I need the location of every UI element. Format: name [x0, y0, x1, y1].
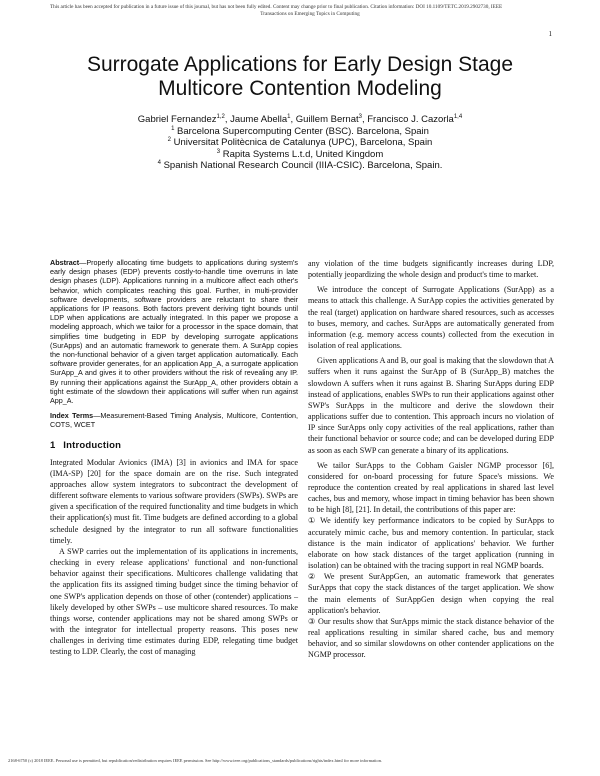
index-terms-text: —Measurement-Based Timing Analysis, Multicore, Contention, COTS, WCET	[50, 411, 299, 430]
journal-notice-line2: Transactions on Emerging Topics in Computing	[260, 10, 360, 17]
right-column	[308, 258, 554, 660]
section-heading	[50, 440, 298, 451]
affiliation-3: $^3$ Rapita Systems L.t.d, United Kingdom	[216, 148, 384, 160]
index-terms-label: Index Terms	[50, 411, 94, 421]
paragraph: A SWP carries out the implementation of its applications in increments, checking in every release applications' functional and non-functional behavior against their specifications. Multicores challenge validating that the application fits its assigned timing budget since the timing behavior of one SWP's application depends on those of other (contender) applications – likely developed by other SWPs – use multicore shared resources. To make things worse, contender applications may not be shared among SWPs or with the integrator for intellectual property reasons. This poses new challenges in deriving time estimates during EDP, relegating time budget testing to LDP. Clearly, the cost of managing	[50, 546, 298, 657]
affiliation-2: $^2$ Universitat Politècnica de Catalunya (UPC), Barcelona, Spain	[167, 137, 433, 149]
left-body	[50, 457, 298, 658]
paper-title-line2: Multicore Contention Modeling	[158, 77, 442, 100]
journal-notice-line1: This article has been accepted for publication in a future issue of this journal, but has not been fully edited. Content may change prior to final publication. Citation information: DOI 10.1109/TETC.2019.2902730, IEEE	[50, 4, 503, 10]
index-terms	[50, 411, 298, 429]
abstract	[50, 258, 298, 405]
paragraph: We introduce the concept of Surrogate Applications (SurApp) as a means to attack this challenge. A SurApp copies the activities generated by the real (target) application on hardware shared resources, such as accesses to buses, memory, and caches. SurApps are automatically generated from information (e.g. memory access counts) collected from the execution in isolation of real applications.	[308, 285, 554, 351]
paper-title	[0, 53, 600, 101]
affiliation-4: $^4$ Spanish National Research Council (IIIA-CSIC). Barcelona, Spain.	[157, 160, 443, 172]
contribution-1: ① We identify key performance indicators to be copied by SurApps to accurately mimic cache, bus and memory contention. In particular, stack distance is the main indicator of applications' behavior. We further elaborate on how stack distances of the target application (running in isolation) can be obtained with the tracing support in real NGMP boards.	[308, 516, 554, 571]
abstract-text: —Properly allocating time budgets to applications during system's early design phases (EDP) prevents costly-to-handle time overruns in late design phases (LDP). Applications running in a multicore affect each other's behavior, which complicates reaching this goal. Further, in multi-provider software developments, software providers are reluctant to share their applications for IP reasons. Both factors prevent deriving tight bounds until LDP when applications are actually integrated. In this paper we propose a modeling approach, which we tailor for a processor in the space domain, that simplifies time budgeting in EDP by developing surrogate applications (SurApps) and an automatic framework to generate them. A SurApp copies the non-functional behavior of a given target application automatically. Each software provider generates, for an application App_A, a surrogate application SurApp_A and gives it to other providers without the risk of revealing any IP. By running their applications against the SurApp_A, other providers obtain a tight estimate of the slowdown their applications will suffer when run against App_A.	[50, 258, 298, 406]
author-names: Gabriel Fernandez$^{1,2}$, Jaume Abella$^1$, Guillem Bernat$^3$, Francisco J. Cazorla$^{1,4}$	[137, 113, 463, 125]
page-number: 1	[548, 30, 552, 38]
left-column	[50, 258, 298, 657]
copyright-footer: 2168-6750 (c) 2018 IEEE. Personal use is permitted, but republication/redistribution requires IEEE permission. See http://www.ieee.org/publications_standards/publications/rights/index.html for more information.	[8, 758, 382, 763]
contribution-3: ③ Our results show that SurApps mimic the stack distance behavior of the real applications resulting in similar shared cache, bus and memory behavior, and so similar slowdowns on other contender applications on the NGMP processor.	[308, 616, 554, 660]
paragraph: We tailor SurApps to the Cobham Gaisler NGMP processor [6], considered for on-board processing for future Space's missions. We reproduce the contention created by real applications in shared last level caches, bus and memory, whose impact in timing behavior has been shown to be high [8], [21]. In detail, the contributions of this paper are:	[308, 460, 554, 515]
journal-notice	[50, 4, 570, 17]
section-number: 1	[50, 439, 56, 451]
affiliation-1: $^1$ Barcelona Supercomputing Center (BSC). Barcelona, Spain	[171, 125, 429, 137]
contribution-2: ② We present SurAppGen, an automatic framework that generates SurApps that copy the stack distances of the target application. We show the main elements of SurAppGen design when copying the real application's behavior.	[308, 572, 554, 615]
author-block	[0, 114, 600, 172]
section-title: Introduction	[63, 439, 122, 451]
paragraph: Integrated Modular Avionics (IMA) [3] in avionics and IMA for space (IMA-SP) [20] for the space domain are on the rise. Such integrated approaches allow system integrators to subcontract the development of different software elements to various software providers (SWPs). SWPs are given a specification of the required functionality and time budgets in which their application(s) must fit. Time budgets are defined according to a global schedule designed by the integrator to run all software functionalities timely.	[50, 457, 298, 545]
paragraph: Given applications A and B, our goal is making that the slowdown that A suffers when it runs against the SurApp of B (SurApp_B) matches the slowdown A suffers when it runs against B. Sharing SurApps during EDP instead of applications, enables SWPs to run their applications against other SWP's SurApps in the multicore and derive the slowdown their applications suffer due to contention. This approach incurs no violation of IP since SurApps only copy activities of the real applications, rather than their functional behavior or source code; and can be developed during EDP as soon as each SWP can generate a binary of its applications.	[308, 356, 554, 455]
paragraph: any violation of the time budgets significantly increases during LDP, potentially jeopardizing the whole design and product's time to market.	[308, 259, 554, 280]
abstract-label: Abstract	[50, 258, 80, 267]
paper-title-line1: Surrogate Applications for Early Design Stage	[86, 53, 514, 76]
